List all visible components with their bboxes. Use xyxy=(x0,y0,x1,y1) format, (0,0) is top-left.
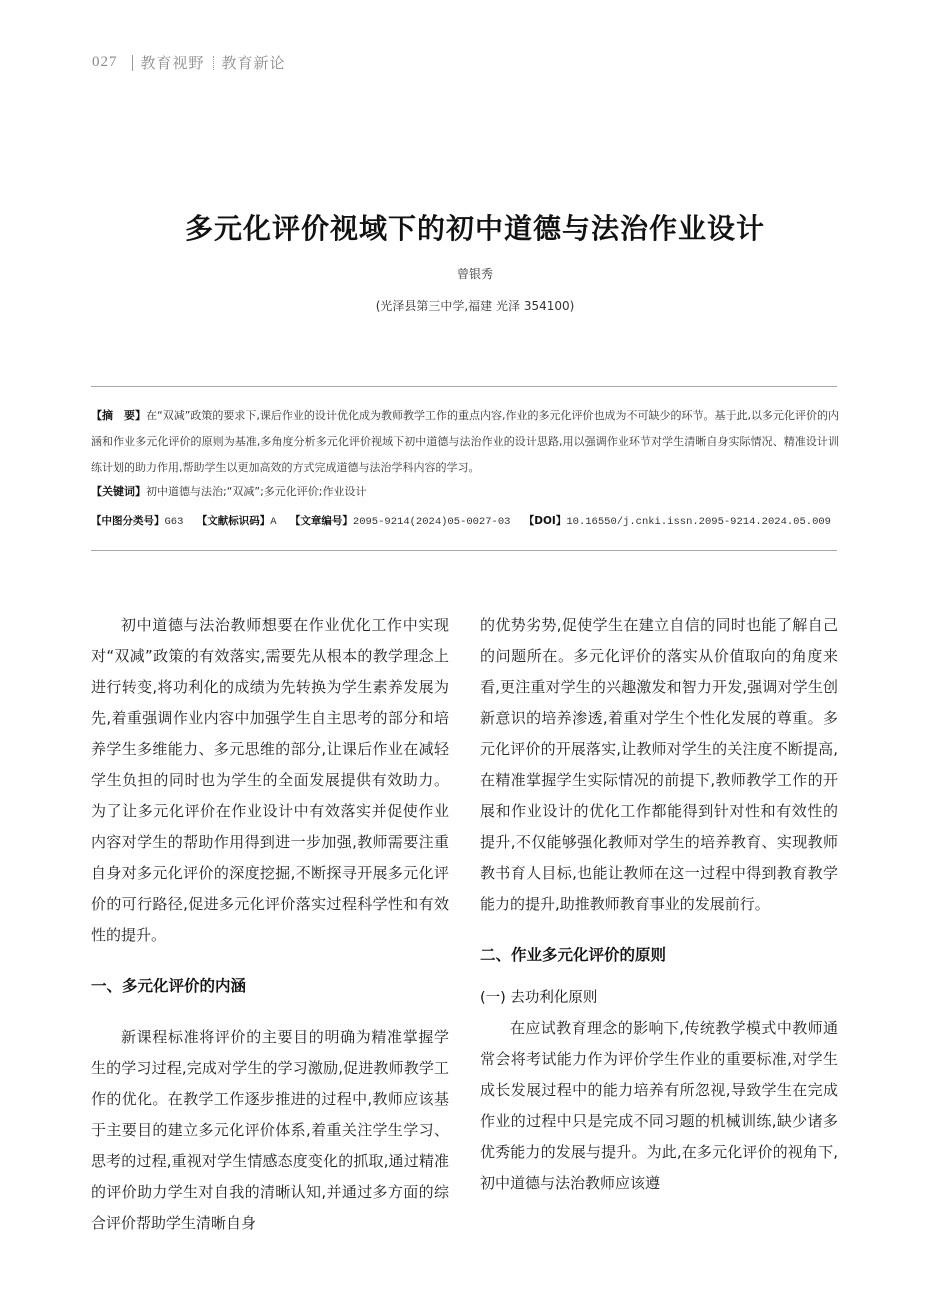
divider xyxy=(91,386,837,387)
clc-label: 【中图分类号】 xyxy=(91,515,165,527)
body-paragraph: 初中道德与法治教师想要在作业优化工作中实现对“双减”政策的有效落实,需要先从根本的教学理念上进行转变,将功利化的成绩为先转换为学生素养发展为先,着重强调作业内容中加强学生自主思考的部分和培养学生多维能力、多元思维的部分,让课后作业在减轻学生负担的同时也为学生的全面发展提供有效助力。为了让多元化评价在作业设计中有效落实并促使作业内容对学生的帮助作用得到进一步加强,教师需要注重自身对多元化评价的深度挖掘,不断探寻开展多元化评价的可行路径,促进多元化评价落实过程科学性和有效性的提升。 xyxy=(91,616,449,944)
abstract-label: 【摘 要】 xyxy=(91,409,147,422)
keywords xyxy=(91,481,839,503)
page-number: 027 xyxy=(92,54,118,70)
body-column-right xyxy=(480,610,838,1199)
running-head xyxy=(92,52,286,73)
divider xyxy=(132,55,133,71)
body-paragraph: 在应试教育理念的影响下,传统教学模式中教师通常会将考试能力作为评价学生作业的重要标准,对学生成长发展过程中的能力培养有所忽视,导致学生在完成作业的过程中只是完成不同习题的机械训练,缺少诸多优秀能力的发展与提升。为此,在多元化评价的视角下,初中道德与法治教师应该遵 xyxy=(480,1019,838,1192)
article-meta xyxy=(91,510,851,533)
section-heading: 一、多元化评价的内涵 xyxy=(91,977,247,995)
clc-value: G63 xyxy=(164,516,184,528)
article-title: 多元化评价视域下的初中道德与法治作业设计 xyxy=(184,212,765,245)
subsection-name: 教育新论 xyxy=(221,54,286,72)
body-column-left xyxy=(91,610,449,1239)
divider xyxy=(213,56,214,70)
abstract-text: 在“双减”政策的要求下,课后作业的设计优化成为教师教学工作的重点内容,作业的多元化评价也成为不可缺少的环节。基于此,以多元化评价的内涵和作业多元化评价的原则为基准,多角度分析多元化评价视域下初中道德与法治作业的设计思路,用以强调作业环节对学生清晰自身实际情况、精准设计训练计划的助力作用,帮助学生以更加高效的方式完成道德与法治学科内容的学习。 xyxy=(91,409,839,474)
article-no-label: 【文章编号】 xyxy=(289,515,353,527)
abstract xyxy=(91,403,839,481)
article-no-value: 2095-9214(2024)05-0027-03 xyxy=(352,516,511,528)
body-paragraph: 新课程标准将评价的主要目的明确为精准掌握学生的学习过程,完成对学生的学习激励,促进教师教学工作的优化。在教学工作逐步推进的过程中,教师应该基于主要目的建立多元化评价体系,着重关注学生学习、思考的过程,重视对学生情感态度变化的抓取,通过精准的评价助力学生对自我的清晰认知,并通过多方面的综合评价帮助学生清晰自身 xyxy=(91,1028,449,1232)
subsection-heading: (一) 去功利化原则 xyxy=(480,990,598,1006)
section-name: 教育视野 xyxy=(140,54,205,72)
affiliation: (光泽县第三中学,福建 光泽 354100) xyxy=(375,299,575,313)
author: 曾银秀 xyxy=(456,267,493,281)
section-heading: 二、作业多元化评价的原则 xyxy=(480,946,667,964)
body-paragraph: 的优势劣势,促使学生在建立自信的同时也能了解自己的问题所在。多元化评价的落实从价值取向的角度来看,更注重对学生的兴趣激发和智力开发,强调对学生创新意识的培养渗透,着重对学生个性化发展的尊重。多元化评价的开展落实,让教师对学生的关注度不断提高,在精准掌握学生实际情况的前提下,教师教学工作的开展和作业设计的优化工作都能得到针对性和有效性的提升,不仅能够强化教师对学生的培养教育、实现教师教书育人目标,也能让教师在这一过程中得到教育教学能力的提升,助推教师教育事业的发展前行。 xyxy=(480,616,838,913)
doc-code-label: 【文献标识码】 xyxy=(196,515,271,527)
doc-code-value: A xyxy=(270,516,277,528)
doi-value: 10.16550/j.cnki.issn.2095-9214.2024.05.009 xyxy=(566,516,831,528)
keywords-label: 【关键词】 xyxy=(91,485,146,498)
keywords-text: 初中道德与法治;“双减”;多元化评价;作业设计 xyxy=(146,485,367,498)
divider xyxy=(91,550,837,551)
doi-label: 【DOI】 xyxy=(523,515,567,527)
